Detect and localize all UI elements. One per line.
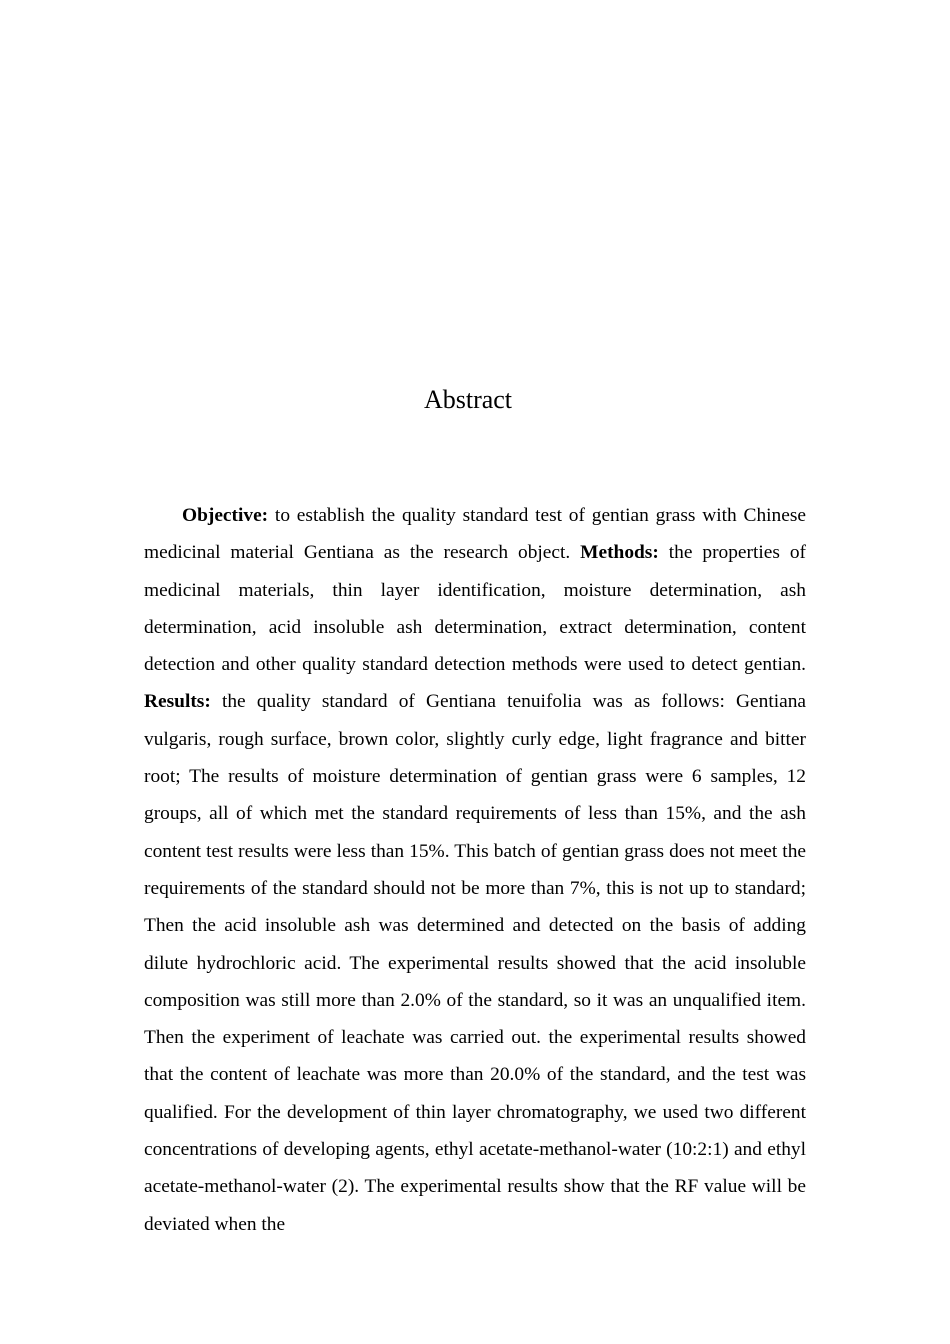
objective-text: to establish the quality standard test of gentian grass with Chinese medicinal material Gentiana as the research object. (144, 505, 806, 564)
methods-label: Methods: (580, 542, 659, 564)
abstract-title: Abstract (423, 385, 513, 414)
results-text: the quality standard of Gentiana tenuifolia was as follows: Gentiana vulgaris, rough surface, brown color, slightly curly edge, light fragrance and bitter root; The results of moisture determination of gentian grass were 6 samples, 12 groups, all of which met the standard requirements of less than 15%, and the ash content test results were less than 15%. This batch of gentian grass does not meet the requirements of the standard should not be more than 7%, this is not up to standard; Then the acid insoluble ash was determined and detected on the basis of adding dilute hydrochloric acid. The experimental results showed that the acid insoluble composition was still more than 2.0% of the standard, so it was an unqualified item. Then the experiment of leachate was carried out. the experimental results showed that the content of leachate was more than 20.0% of the standard, and the test was qualified. For the development of thin layer chromatography, we used two different concentrations of developing agents, ethyl acetate-methanol-water (10:2:1) and ethyl acetate-methanol-water (2). The experimental results show that the RF value will be deviated when the (144, 691, 806, 1235)
methods-text: the properties of medicinal materials, thin layer identification, moisture determination, ash determination, acid insoluble ash determination, extract determination, content detection and other quality standard detection methods were used to detect gentian. (144, 542, 806, 676)
abstract-paragraph (144, 497, 806, 1235)
results-label: Results: (144, 691, 211, 713)
objective-label: Objective: (182, 505, 269, 526)
